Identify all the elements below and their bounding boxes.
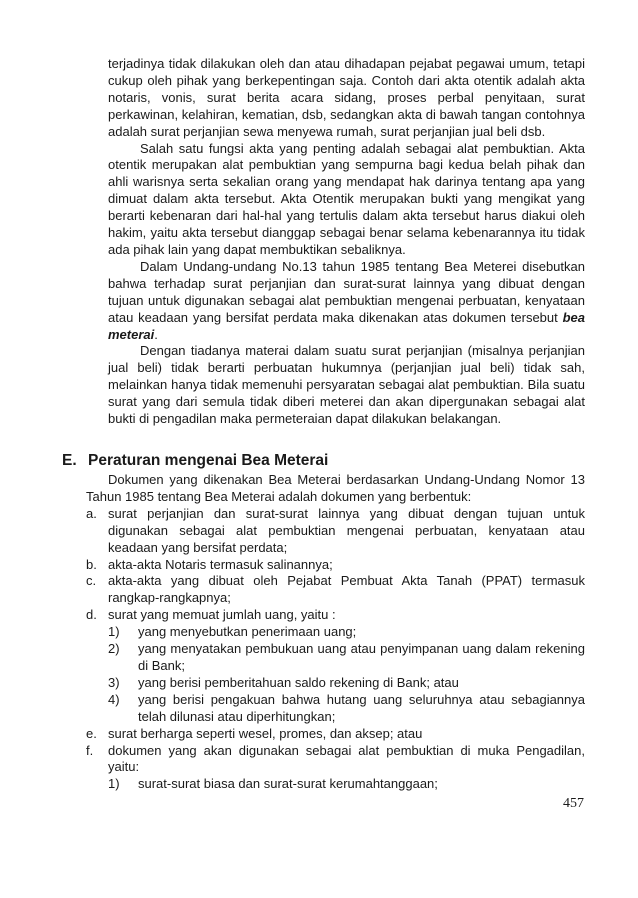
page-number: 457 [563, 796, 584, 811]
list-label: c. [86, 573, 97, 589]
section-body [86, 472, 585, 793]
list-item [86, 557, 585, 574]
list-text: surat berharga seperti wesel, promes, dan aksep; atau [108, 725, 423, 741]
paragraph-uu-bea-meterei [108, 259, 585, 344]
list-item [86, 726, 585, 743]
sub-list-label: 4) [108, 691, 120, 707]
paragraph-akta-function: Salah satu fungsi akta yang penting adalah sebagai alat pembuktian. Akta otentik merupakan alat pembuktian yang sempurna bagi kedua belah pihak dan ahli warisnya serta sekalian orang yang mendapat hak darinya tentang apa yang dimuat dalam akta tersebut. Akta Otentik merupakan bukti yang mengikat yang berarti kebenaran dari hal-hal yang tertulis dalam akta tersebut harus diakui oleh hakim, yaitu akta tersebut dianggap sebagai benar selama kebenarannya itu tidak ada pihak lain yang dapat membuktikan sebaliknya. [108, 140, 585, 257]
sub-list-item [86, 641, 585, 675]
sub-list-label: 2) [108, 641, 120, 657]
list-label: f. [86, 742, 94, 758]
section-title: Peraturan mengenai Bea Meterai [88, 452, 329, 469]
sub-list-text: yang berisi pengakuan bahwa hutang uang seluruhnya atau sebagiannya telah dilunasi atau diperhitungkan; [138, 691, 585, 724]
sub-list-text: surat-surat biasa dan surat-surat kerumahtanggaan; [138, 776, 438, 792]
list-text: dokumen yang akan digunakan sebagai alat pembuktian di muka Pengadilan, yaitu: [108, 742, 585, 775]
continuation-text [108, 56, 585, 428]
paragraph-uu-end: . [154, 326, 158, 342]
list-text: akta-akta yang dibuat oleh Pejabat Pembuat Akta Tanah (PPAT) termasuk rangkap-rangkapnya; [108, 573, 585, 606]
section-letter: E. [62, 452, 77, 469]
section-heading [62, 452, 328, 470]
emphasis-bea-meterai: bea meterai [108, 309, 585, 342]
paragraph-akta-examples: terjadinya tidak dilakukan oleh dan atau dihadapan pejabat pegawai umum, tetapi cukup oleh pihak yang berkepentingan saja. Contoh dari akta otentik adalah akta notaris, vonis, surat berita acara sidang, proses perbal penyitaan, surat perkawinan, kelahiran, kematian, dsb, sedangkan akta di bawah tangan contohnya adalah surat perjanjian sewa menyewa rumah, surat perjanjian jual beli dsb. [108, 56, 585, 139]
sub-list-item [86, 675, 585, 692]
section-lead: Dokumen yang dikenakan Bea Meterai berdasarkan Undang-Undang Nomor 13 Tahun 1985 tentang Bea Meterai adalah dokumen yang berbentuk: [86, 472, 585, 504]
sub-list-item [86, 692, 585, 726]
list-text: surat perjanjian dan surat-surat lainnya yang dibuat dengan tujuan untuk digunakan sebagai alat pembuktian mengenai perbuatan, kenyataan atau keadaan yang bersifat perdata; [108, 505, 585, 555]
list-item [86, 506, 585, 557]
sub-list-item [86, 624, 585, 641]
list-item [86, 573, 585, 607]
list-item [86, 607, 585, 624]
list-item [86, 743, 585, 777]
list-label: a. [86, 505, 97, 521]
sub-list-label: 3) [108, 674, 120, 690]
list-text: surat yang memuat jumlah uang, yaitu : [108, 607, 336, 623]
sub-list-text: yang berisi pemberitahuan saldo rekening di Bank; atau [138, 674, 459, 690]
paragraph-tanpa-materai: Dengan tiadanya materai dalam suatu surat perjanjian (misalnya perjanjian jual beli) tidak berarti perbuatan hukumnya (perjanjian jual beli) tidak sah, melainkan hanya tidak memenuhi persyaratan sebagai alat pembuktian. Bila suatu surat yang dari semula tidak diberi meterei dan akan dipergunakan sebagai alat bukti di pengadilan maka permeteraian dapat dilakukan belakangan. [108, 343, 585, 427]
list-text: akta-akta Notaris termasuk salinannya; [108, 556, 333, 572]
sub-list-item [86, 776, 585, 793]
list-label: d. [86, 607, 97, 623]
list-label: e. [86, 725, 97, 741]
sub-list-text: yang menyatakan pembukuan uang atau penyimpanan uang dalam rekening di Bank; [138, 641, 585, 673]
list-label: b. [86, 556, 97, 572]
paragraph-uu-text: Dalam Undang-undang No.13 tahun 1985 tentang Bea Meterei disebutkan bahwa terhadap surat perjanjian dan surat-surat lainnya yang dibuat dengan tujuan untuk digunakan sebagai alat pembuktian mengenai perbuatan, kenyataan atau keadaan yang bersifat perdata maka dikenakan atas dokumen tersebut [108, 258, 585, 325]
sub-list-text: yang menyebutkan penerimaan uang; [138, 624, 357, 640]
sub-list-label: 1) [108, 776, 120, 792]
sub-list-label: 1) [108, 624, 120, 640]
